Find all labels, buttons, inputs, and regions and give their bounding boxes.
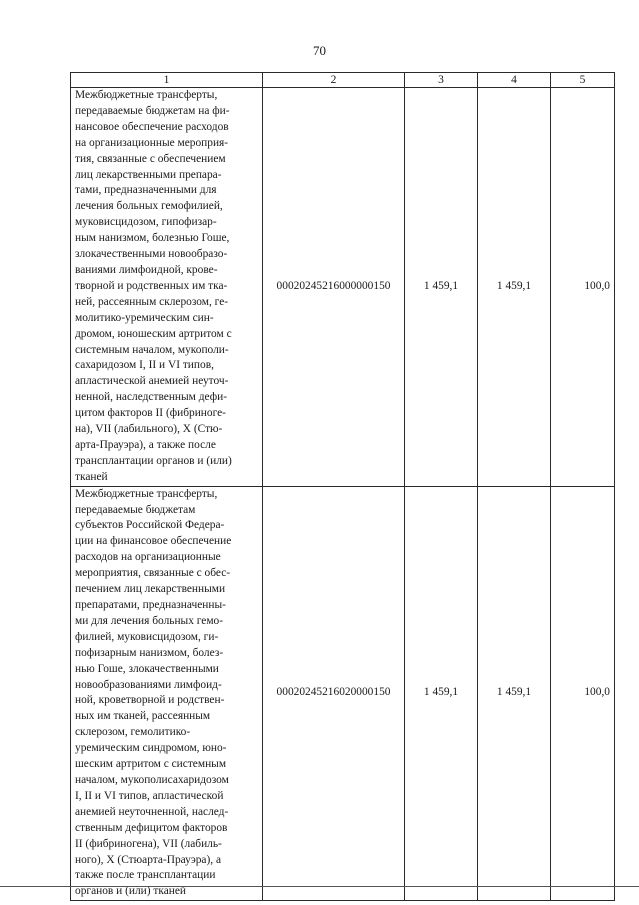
column-header-1: 1: [71, 73, 263, 88]
row-value-col3: 1 459,1: [405, 486, 478, 901]
row-value-col4: 1 459,1: [478, 486, 551, 901]
page-number: 70: [313, 43, 326, 58]
page-bottom-divider: [0, 886, 639, 887]
row-value-col3: 1 459,1: [405, 88, 478, 487]
row-value-col5: 100,0: [551, 486, 615, 901]
row-code: 00020245216000000150: [263, 88, 405, 487]
row-value-col4: 1 459,1: [478, 88, 551, 487]
row-description: Межбюджетные трансферты, передаваемые бюджетам субъектов Российской Федера- ции на финансовое обеспечение расходов на организационные мероприятия, связанные с обес- печением лиц лекарственными препаратами, предназначенны- ми для лечения больных гемо- филией, муковисцидозом, ги- пофизарным нанизмом, болез- нью Гоше, злокачественными новообразованиями лимфоид- ной, кроветворной и родствен- ных им тканей, рассеянным склерозом, гемолитико- уремическим синдромом, юно- шеским артритом с системным началом, мукополисахаридозом I, II и VI типов, апластической анемией неуточненной, наслед- ственным дефицитом факторов II (фибриногена), VII (лабиль- ного), X (Стюарта-Прауэра), а также после трансплантации органов и (или) тканей: [71, 486, 263, 901]
budget-table: [70, 72, 615, 901]
row-description: Межбюджетные трансферты, передаваемые бюджетам на фи- нансовое обеспечение расходов на организационные мероприя- тия, связанные с обеспечением лиц лекарственными препара- тами, предназначенными для лечения больных гемофилией, муковисцидозом, гипофизар- ным нанизмом, болезнью Гоше, злокачественными новообразо- ваниями лимфоидной, крове- творной и родственных им тка- ней, рассеянным склерозом, ге- молитико-уремическим син- дромом, юношеским артритом с системным началом, мукополи- сахаридозом I, II и VI типов, апластической анемией неуточ- ненной, наследственным дефи- цитом факторов II (фибриноге- на), VII (лабильного), X (Стю- арта-Прауэра), а также после трансплантации органов и (или) тканей: [71, 88, 263, 487]
column-header-4: 4: [478, 73, 551, 88]
column-header-5: 5: [551, 73, 615, 88]
column-header-3: 3: [405, 73, 478, 88]
row-code: 00020245216020000150: [263, 486, 405, 901]
table-row: [71, 88, 615, 487]
header-row: [71, 73, 615, 88]
table-row: [71, 486, 615, 901]
row-value-col5: 100,0: [551, 88, 615, 487]
column-header-2: 2: [263, 73, 405, 88]
